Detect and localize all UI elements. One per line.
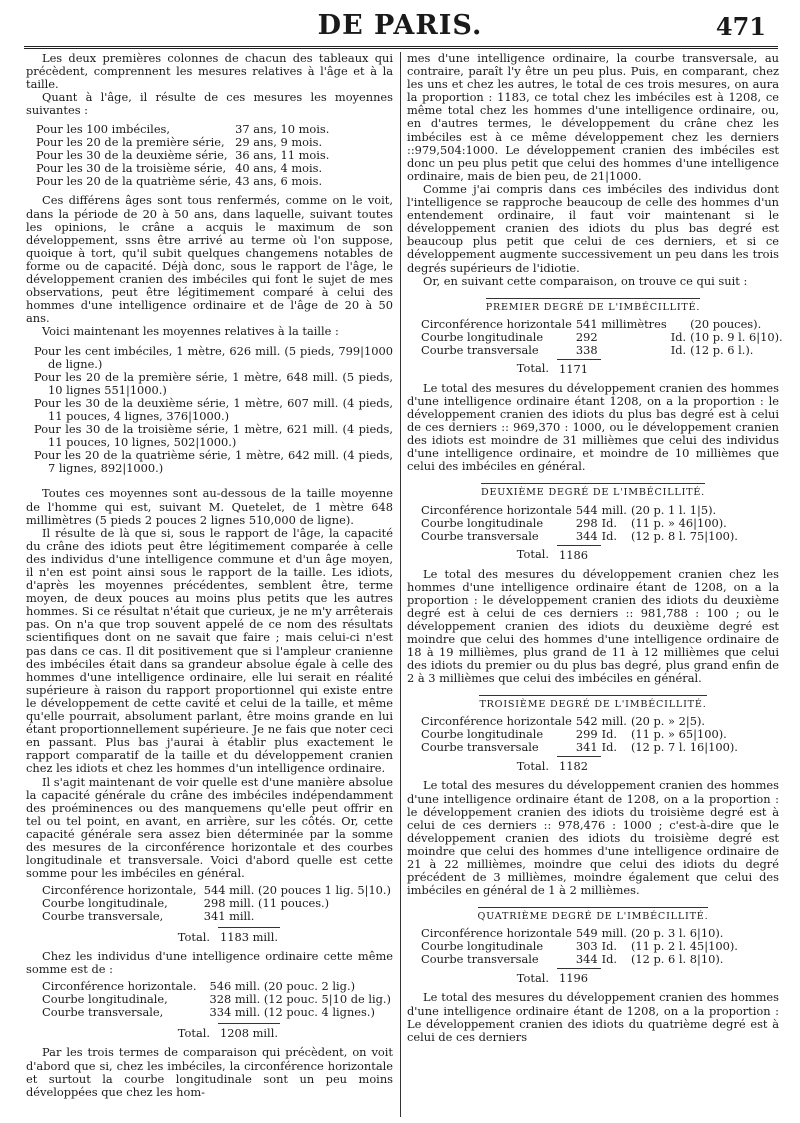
total-label: Total. bbox=[516, 970, 549, 985]
measure-value: 341 mill. bbox=[203, 909, 255, 924]
list-item: Pour les 30 de la troisième série, 1 mètre, 621 mill. (4 pieds, 11 pouces, 10 lignes, 502|1000.) bbox=[34, 422, 393, 450]
measure-name: Circonférence horizontale. bbox=[42, 979, 197, 994]
age-value: 29 ans, 9 mois. bbox=[235, 135, 323, 150]
measure-total bbox=[126, 927, 280, 944]
paragraph: mes d'une intelligence ordinaire, la courbe transversale, au contraire, paraît l'y être un peu plus. Puis, en comparant, chez les uns et chez les autres, le total de ces trois mesures, on aura la proportion : 1183, ce total chez les imbéciles est à 1208, ce même total chez les hommes d'une intelligence ordinaire, ou, en d'autres termes, le développement du crâne chez les imbéciles est à ce même développement chez les derniers ::979,504:1000. Le développement cranien des imbéciles est donc un peu plus petit que celui des hommes d'une intelligence ordinaire, mais de bien peu, de 21|1000. bbox=[407, 51, 779, 183]
age-value: 43 ans, 6 mois. bbox=[235, 174, 323, 189]
degree-total bbox=[467, 545, 601, 562]
total-value: 1182 bbox=[557, 757, 601, 774]
age-value: 36 ans, 11 mois. bbox=[235, 148, 330, 163]
measure-detail: (10 p. 9 l. 6|10). bbox=[690, 329, 783, 344]
measure-value: 546 mill. (20 pouc. 2 lig.) bbox=[209, 979, 356, 994]
paragraph: Par les trois termes de comparaison qui précèdent, on voit d'abord que si, chez les imbéciles, la circonférence horizontale et surtout la courbe longitudinale sont un peu moins développées que chez les hom- bbox=[26, 1045, 393, 1099]
age-label: Pour les 100 imbéciles, bbox=[36, 122, 171, 137]
measure-detail: (20 p. 3 l. 6|10). bbox=[630, 926, 724, 941]
measure-name: Circonférence horizontale, bbox=[42, 883, 197, 898]
paragraph: Quant à l'âge, il résulte de ces mesures les moyennes suivantes : bbox=[26, 90, 393, 118]
page-header bbox=[0, 0, 800, 48]
measure-value: 344 bbox=[575, 952, 598, 967]
table-row bbox=[419, 318, 785, 331]
measure-unit: mill. bbox=[601, 502, 627, 517]
measure-unit: Id. bbox=[601, 952, 617, 967]
list-item: Pour les 30 de la deuxième série, 1 mètre, 607 mill. (4 pieds, 11 pouces, 4 lignes, 376|1000.) bbox=[34, 395, 393, 423]
age-value: 40 ans, 4 mois. bbox=[235, 161, 323, 176]
measure-name: Courbe transversale bbox=[421, 952, 539, 967]
paragraph: Le total des mesures du développement cranien des hommes d'une intelligence ordinaire étant 1208, on a la proportion : le développement cranien des idiots du plus bas degré est à celui de ces derniers :: 969,370 : 1000, ou le développement cranien des idiots est moindre de 31 millièmes que celui des individus d'une intelligence ordinaire, et moindre de 10 millièmes que celui des imbéciles en général. bbox=[407, 380, 779, 474]
table-row bbox=[419, 517, 740, 530]
measure-unit: Id. bbox=[601, 515, 617, 530]
right-column bbox=[407, 51, 783, 1044]
paragraph: Le total des mesures du développement cranien chez les hommes d'une intelligence ordinaire étant de 1208, on a la proportion : le développement cranien des idiots du deuxième degré est à celui de ces derniers :: 981,788 : 100 ; ou le développement cranien des idiots du deuxième degré est moindre que celui des hommes d'une intelligence ordinaire de 18 à 19 millièmes, plus grand de 11 à 12 millièmes que celui des idiots du premier ou du plus bas degré, plus grand enfin de 2 à 3 millièmes que celui des imbéciles en général. bbox=[407, 566, 779, 686]
paragraph: Or, en suivant cette comparaison, on trouve ce qui suit : bbox=[423, 273, 748, 288]
measure-name: Courbe transversale bbox=[421, 740, 539, 755]
measure-value: 303 bbox=[575, 939, 598, 954]
measure-unit: mill. bbox=[601, 926, 627, 941]
measure-name: Courbe longitudinale bbox=[421, 939, 544, 954]
measure-unit: Id. bbox=[670, 329, 687, 344]
total-label: Total. bbox=[177, 929, 210, 944]
degree-table bbox=[419, 927, 740, 966]
measure-unit: Id. bbox=[601, 740, 617, 755]
measure-detail: (12 p. 6 l.). bbox=[690, 342, 754, 357]
paragraph: Il s'agit maintenant de voir quelle est d'une manière absolue la capacité générale du crâne des imbéciles indépendamment des proéminences ou des manquemens qu'elle peut offrir en tel ou tel point, en avant, en arrière, sur les côtés. Or, cette capacité générale sera assez bien déterminée par la somme des mesures de la circonférence horizontale et des courbes longitudinale et transversale. Voici d'abord quelle est cette somme pour les imbéciles en général. bbox=[26, 774, 393, 881]
degree-total bbox=[467, 756, 601, 773]
left-column bbox=[26, 52, 393, 1099]
measure-detail: (20 pouces). bbox=[690, 316, 762, 331]
table-row bbox=[40, 1006, 393, 1019]
table-row bbox=[419, 953, 740, 966]
total-value: 1171 bbox=[557, 359, 601, 376]
age-label: Pour les 20 de la quatrième série, bbox=[36, 174, 232, 189]
measure-name: Circonférence horizontale bbox=[421, 502, 572, 517]
degree-table bbox=[419, 318, 785, 357]
age-label: Pour les 20 de la première série, bbox=[36, 135, 225, 150]
measure-detail: (12 p. 8 l. 75|100). bbox=[630, 528, 738, 543]
age-table bbox=[34, 123, 331, 188]
measure-name: Courbe transversale, bbox=[42, 909, 164, 924]
measure-name: Circonférence horizontale bbox=[421, 926, 572, 941]
table-row bbox=[419, 504, 740, 517]
measure-name: Courbe transversale bbox=[421, 528, 539, 543]
table-row bbox=[34, 175, 331, 188]
measure-unit: mill. bbox=[601, 714, 627, 729]
total-value: 1183 mill. bbox=[218, 928, 280, 945]
measure-name: Circonférence horizontale bbox=[421, 316, 572, 331]
measure-table-ordinary bbox=[40, 980, 393, 1019]
degree-heading: PREMIER DEGRÉ DE L'IMBÉCILLITÉ. bbox=[407, 298, 779, 314]
total-label: Total. bbox=[177, 1025, 210, 1040]
measure-value: 298 bbox=[575, 515, 598, 530]
measure-value: 299 bbox=[575, 727, 598, 742]
total-label: Total. bbox=[516, 361, 549, 376]
measure-detail: (20 p. 1 l. 1|5). bbox=[630, 502, 717, 517]
measure-value: 298 mill. (11 pouces.) bbox=[203, 896, 330, 911]
measure-detail: (12 p. 6 l. 8|10). bbox=[630, 952, 724, 967]
paragraph: Le total des mesures du développement cranien des hommes d'une intelligence ordinaire étant de 1208, on a la proportion : le développement cranien des idiots du troisième degré est à celui de ces derniers :: 978,476 : 1000 ; c'est-à-dire que le développement cranien des idiots du troisième degré est moindre que celui des hommes d'une intelligence ordinaire de 21 à 22 millièmes, moindre que celui des idiots du degré précédent de 3 millièmes, moindre également que celui des imbéciles en général de 1 à 2 millièmes. bbox=[407, 778, 779, 898]
measure-unit: Id. bbox=[670, 342, 687, 357]
measure-value: 344 bbox=[575, 528, 598, 543]
measure-value: 544 mill. (20 pouces 1 lig. 5|10.) bbox=[203, 883, 391, 898]
measure-value: 341 bbox=[575, 740, 598, 755]
table-row bbox=[40, 910, 393, 923]
measure-name: Courbe longitudinale bbox=[421, 329, 544, 344]
measure-detail: (11 p. 2 l. 45|100). bbox=[630, 939, 738, 954]
measure-unit: Id. bbox=[601, 939, 617, 954]
degree-heading: TROISIÈME DEGRÉ DE L'IMBÉCILLITÉ. bbox=[407, 695, 779, 711]
table-row bbox=[419, 530, 740, 543]
header-rule bbox=[24, 46, 778, 49]
list-item: Pour les 20 de la quatrième série, 1 mètre, 642 mill. (4 pieds, 7 lignes, 892|1000.) bbox=[34, 448, 393, 476]
page-number: 471 bbox=[715, 12, 766, 41]
measure-detail: (20 p. » 2|5). bbox=[630, 714, 706, 729]
measure-unit: Id. bbox=[601, 528, 617, 543]
measure-name: Courbe transversale, bbox=[42, 1005, 164, 1020]
total-value: 1196 bbox=[557, 969, 601, 986]
paragraph: Voici maintenant les moyennes relatives à la taille : bbox=[42, 324, 339, 339]
paragraph: Toutes ces moyennes sont au-dessous de la taille moyenne de l'homme qui est, suivant M. Quetelet, de 1 mètre 648 millimètres (5 pieds 2 pouces 2 lignes 510,000 de ligne). bbox=[26, 486, 393, 527]
list-item: Pour les 20 de la première série, 1 mètre, 648 mill. (5 pieds, 10 lignes 551|1000.) bbox=[34, 369, 393, 397]
paragraph: Il résulte de là que si, sous le rapport de l'âge, la capacité du crâne des idiots peut être légitimement comparée à celle des individus d'une intelligence commune et d'un âge moyen, il n'en est point ainsi sous le rapport de la taille. Les idiots, d'après les moyennes précédentes, semblent être, terme moyen, de deux pouces au moins plus petits que les autres hommes. Si ce résultat n'était que curieux, je ne m'y arrêterais pas. On n'a que trop souvent appelé de ce nom des résultats scientifiques dont on ne savait que faire ; mais celui-ci n'est pas dans ce cas. Il dit positivement que si l'ampleur cranienne des imbéciles était dans sa grandeur absolue égale à celle des hommes d'une intelligence ordinaire, elle lui serait en réalité supérieure à raison du rapport proportionnel qui existe entre le développement de cette cavité et celui de la taille, et même qu'elle pourrait, absolument parlant, être moins grande en lui étant proportionnellement supérieure. Je ne fais que noter ceci en passant. Plus bas j'aurai à établir plus exactement le rapport comparatif de la taille et du développement cranien chez les idiots et chez les hommes d'un intelligence ordinaire. bbox=[26, 525, 393, 776]
measure-name: Courbe transversale bbox=[421, 342, 539, 357]
column-divider bbox=[400, 52, 401, 1117]
measure-name: Circonférence horizontale bbox=[421, 714, 572, 729]
measure-table-imbeciles bbox=[40, 884, 393, 923]
height-list bbox=[26, 345, 393, 476]
measure-value: 328 mill. (12 pouc. 5|10 de lig.) bbox=[209, 992, 391, 1007]
table-row bbox=[419, 741, 740, 754]
age-label: Pour les 30 de la troisième série, bbox=[36, 161, 227, 176]
degree-heading: DEUXIÈME DEGRÉ DE L'IMBÉCILLITÉ. bbox=[407, 483, 779, 499]
measure-detail: (11 p. » 65|100). bbox=[630, 727, 727, 742]
age-label: Pour les 30 de la deuxième série, bbox=[36, 148, 228, 163]
total-label: Total. bbox=[516, 547, 549, 562]
paragraph: Ces différens âges sont tous renfermés, comme on le voit, dans la période de 20 à 50 ans, dans laquelle, suivant toutes les opinions, le crâne a acquis le maximum de son développement, ssns être arrivé au terme où l'on suppose, quoique à tort, qu'il subit quelques changemens notables de forme ou de capacité. Déjà donc, sous le rapport de l'âge, le développement cranien des imbéciles qui font le sujet de mes observations, peut être légitimement comparé à celui des hommes d'une intelligence ordinaire et de l'âge de 20 à 50 ans. bbox=[26, 193, 393, 326]
table-row bbox=[419, 331, 785, 344]
list-item: Pour les cent imbéciles, 1 mètre, 626 mill. (5 pieds, 799|1000 de ligne.) bbox=[34, 343, 393, 371]
measure-name: Courbe longitudinale bbox=[421, 727, 544, 742]
degree-table bbox=[419, 504, 740, 543]
measure-detail: (11 p. » 46|100). bbox=[630, 515, 727, 530]
measure-value: 544 bbox=[575, 502, 598, 517]
total-value: 1208 mill. bbox=[218, 1024, 280, 1041]
running-title: DE PARIS. bbox=[317, 10, 483, 41]
degree-total bbox=[467, 968, 601, 985]
measure-unit bbox=[669, 318, 688, 331]
paragraph: Chez les individus d'une intelligence ordinaire cette même somme est de : bbox=[26, 949, 393, 977]
paragraph: Les deux premières colonnes de chacun des tableaux qui précèdent, comprennent les mesures relatives à l'âge et à la taille. bbox=[26, 51, 393, 92]
measure-value: 541 millimètres bbox=[575, 316, 667, 331]
measure-unit: Id. bbox=[601, 727, 617, 742]
measure-name: Courbe longitudinale, bbox=[42, 896, 168, 911]
total-label: Total. bbox=[516, 758, 549, 773]
measure-value: 338 bbox=[575, 342, 598, 357]
degree-table bbox=[419, 715, 740, 754]
age-value: 37 ans, 10 mois. bbox=[235, 122, 330, 137]
paragraph: Le total des mesures du développement cranien des hommes d'une intelligence ordinaire étant de 1208, on a la proportion : Le développement cranien des idiots du quatrième degré est à celui de ces derniers bbox=[407, 990, 779, 1044]
table-row bbox=[419, 344, 785, 357]
paragraph: Comme j'ai compris dans ces imbéciles des individus dont l'intelligence se rapproche beaucoup de celle des hommes d'un entendement ordinaire, il faut voir maintenant si le développement cranien des idiots du plus bas degré est beaucoup plus petit que celui de ces derniers, et si ce développement augmente successivement un peu dans les trois degrés supérieurs de l'idiotie. bbox=[407, 181, 779, 275]
measure-name: Courbe longitudinale bbox=[421, 515, 544, 530]
degree-heading: QUATRIÈME DEGRÉ DE L'IMBÉCILLITÉ. bbox=[407, 907, 779, 923]
measure-value: 549 bbox=[575, 926, 598, 941]
measure-total bbox=[126, 1023, 280, 1040]
measure-value: 292 bbox=[575, 329, 598, 344]
measure-value: 334 mill. (12 pouc. 4 lignes.) bbox=[209, 1005, 375, 1020]
measure-detail: (12 p. 7 l. 16|100). bbox=[630, 740, 738, 755]
degree-total bbox=[467, 359, 601, 376]
measure-name: Courbe longitudinale, bbox=[42, 992, 168, 1007]
measure-value: 542 bbox=[575, 714, 598, 729]
total-value: 1186 bbox=[557, 545, 601, 562]
